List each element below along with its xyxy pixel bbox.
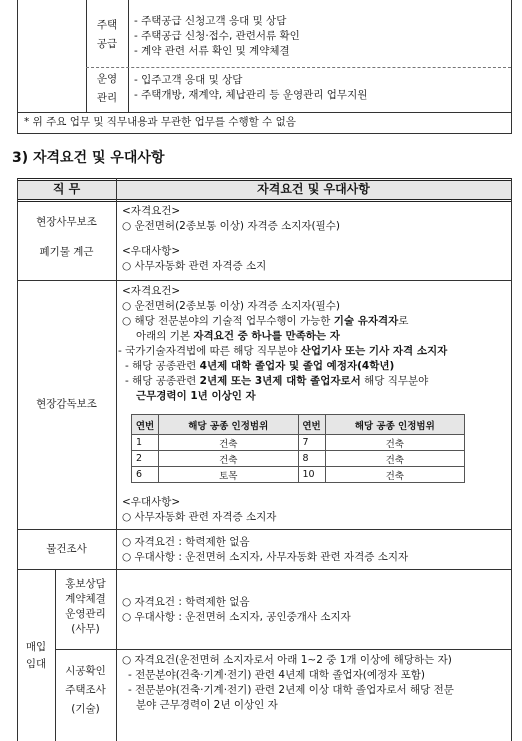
job-promotion-counseling: 홍보상담 계약체결 운영관리 (사무) <box>65 578 106 635</box>
row3-requirements: ○ 자격요건 : 학력제한 없음 ○ 우대사항 : 운전면허 소지자, 사무자동화 관련 자격증 소지자 <box>122 536 409 563</box>
cell-no: 1 <box>132 435 159 451</box>
cell-scope: 건축 <box>159 435 299 451</box>
table-row <box>132 435 465 451</box>
job-site-office-assistant: 현장사무보조 <box>36 216 97 228</box>
table-row <box>132 451 465 467</box>
job-waste-weighing: 폐기물 계근 <box>39 246 94 258</box>
top-table-note: * 위 주요 업무 및 직무내용과 무관한 업무를 수행할 수 없음 <box>24 116 296 128</box>
cell-scope: 건축 <box>159 451 299 467</box>
group-label-purchase-lease: 매입 임대 <box>25 641 47 670</box>
table-row <box>132 467 465 483</box>
row4-requirements: ○ 자격요건 : 학력제한 없음 ○ 우대사항 : 운전면허 소지자, 공인중개사 소지자 <box>122 596 351 623</box>
job-construction-inspection: 시공확인 주택조사 (기술) <box>65 665 106 715</box>
cell-no: 2 <box>132 451 159 467</box>
sub-header-no: 연번 <box>132 415 159 435</box>
cell-no: 6 <box>132 467 159 483</box>
job-site-supervision-assistant: 현장감독보조 <box>36 398 97 410</box>
row1-requirements: <자격요건> ○ 운전면허(2종보통 이상) 자격증 소지자(필수) <우대사항> ○ 사무자동화 관련 자격증 소지 <box>122 205 341 272</box>
row2-requirements: <자격요건> ○ 운전면허(2종보통 이상) 자격증 소지자(필수) ○ 해당 전문분야의 기술적 업무수행이 가능한 기술 유자격자로 아래의 기본 자격요건 중 하나를 만족하는 자 - 국가기술자격법에 따른 해당 직무분야 산업기사 또는 기사 자격 소지자 - 해당 공종관련 4년제 대학 졸업자 및 졸업 예정자(4학년) - 해당 공종관련 2년제 또는 3년제 대학 졸업자로서 해당 직무분야 근무경력이 1년 이상인 자 <box>118 285 448 402</box>
job-property-survey: 물건조사 <box>46 543 87 555</box>
housing-supply-duties: - 주택공급 신청고객 응대 및 상담 - 주택공급 신청·접수, 관련서류 확인 - 계약 관련 서류 확인 및 계약체결 <box>134 15 300 57</box>
row5-requirements: ○ 자격요건(운전면허 소지자로서 아래 1∼2 중 1개 이상에 해당하는 자) - 전문분야(건축·기계·전기) 관련 4년제 대학 졸업자(예정자 포함) - 전문분야(건축·기계·전기) 관련 2년제 이상 대학 졸업자로서 해당 전문 분야 근무경력이 2년 이상인 자 <box>122 654 454 711</box>
cell-no: 10 <box>298 467 325 483</box>
sub-header-scope: 해당 공종 인정범위 <box>325 415 465 435</box>
job-column-header: 직 무 <box>52 182 81 196</box>
operations-duties: - 입주고객 응대 및 상담 - 주택개방, 재계약, 체납관리 등 운영관리 업무지원 <box>134 74 368 101</box>
discipline-scope-table <box>131 414 465 483</box>
qualifications-column-header: 자격요건 및 우대사항 <box>257 182 370 196</box>
cell-no: 8 <box>298 451 325 467</box>
sub-header-scope: 해당 공종 인정범위 <box>159 415 299 435</box>
row2-preferences: <우대사항> ○ 사무자동화 관련 자격증 소지자 <box>122 496 277 523</box>
sub-header-no: 연번 <box>298 415 325 435</box>
cell-scope: 건축 <box>325 467 465 483</box>
cell-scope: 건축 <box>325 435 465 451</box>
cell-no: 7 <box>298 435 325 451</box>
row-label-operations: 운영 관리 <box>96 73 118 104</box>
row-label-housing-supply: 주택 공급 <box>96 19 118 50</box>
section-heading: 3) 자격요건 및 우대사항 <box>12 150 165 166</box>
cell-scope: 토목 <box>159 467 299 483</box>
cell-scope: 건축 <box>325 451 465 467</box>
